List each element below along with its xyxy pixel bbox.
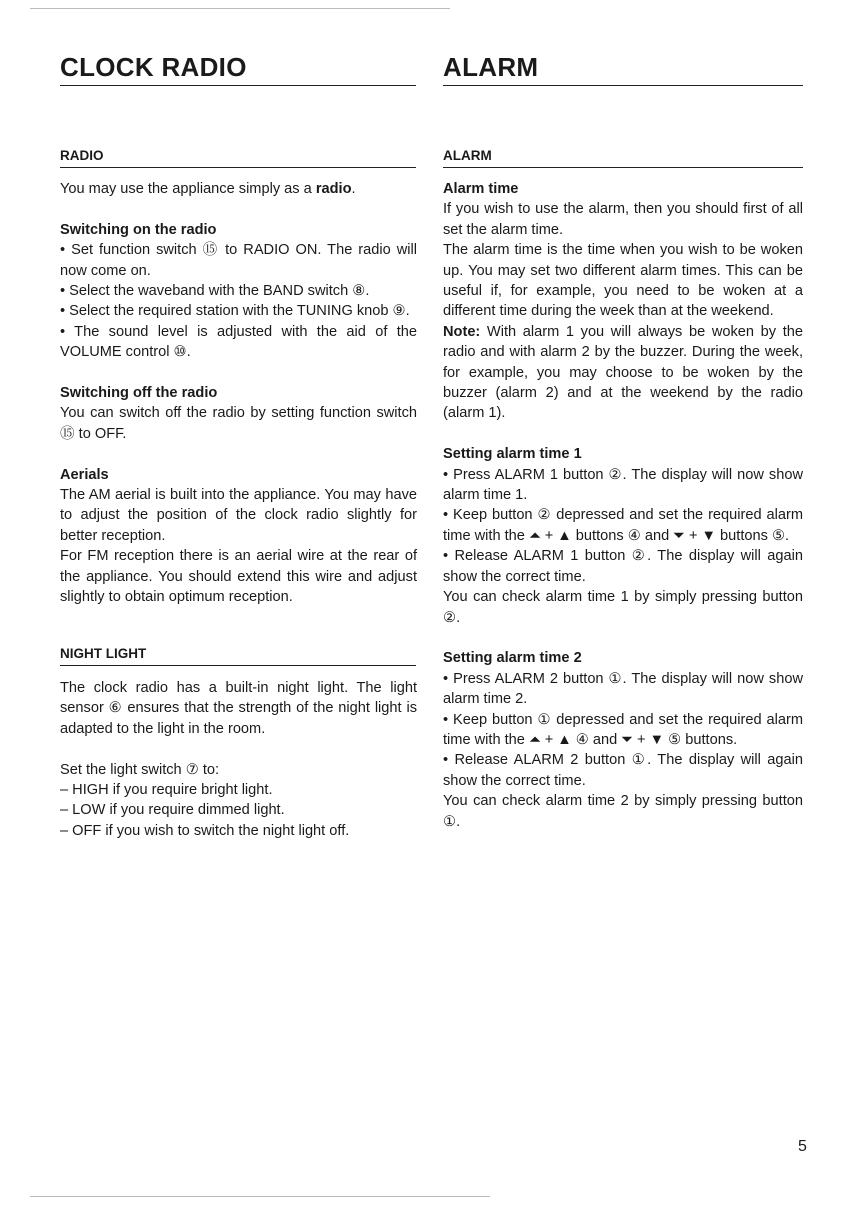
list-item: • Keep button ① depressed and set the required alarm time with the ⏶ + ▲ ④ and ⏷ + ▼ ⑤ buttons.	[443, 711, 803, 748]
alarm-section	[443, 179, 803, 832]
list-item: • Release ALARM 1 button ②. The display will again show the correct time.	[443, 548, 803, 585]
light-switch-text: Set the light switch ⑦ to:	[60, 761, 220, 778]
list-item: You can check alarm time 1 by simply pressing button ②.	[443, 589, 803, 626]
list-item: • Press ALARM 2 button ①. The display will now show alarm time 2.	[443, 670, 803, 708]
alarm-paragraph: The alarm time is the time when you wish to be woken up. You may set two different alarm times. This can be useful if, for example, you need to be woken at a different time during the week than at the weekend.	[443, 242, 803, 320]
list-item: – OFF if you wish to switch the night light off.	[60, 822, 350, 839]
left-page-title: CLOCK RADIO	[60, 52, 416, 86]
radio-section	[60, 179, 417, 607]
radio-heading: RADIO	[60, 148, 416, 168]
list-item: • Select the required station with the TUNING knob ⑨.	[60, 303, 410, 320]
list-item: • The sound level is adjusted with the aid of the VOLUME control ⑩.	[60, 323, 417, 361]
aerials-heading: Aerials	[60, 466, 109, 483]
alarm-time-heading: Alarm time	[443, 181, 519, 197]
night-light-paragraph: The clock radio has a built-in night light. The light sensor ⑥ ensures that the strength of the night light is adapted to the light in the room.	[60, 680, 417, 737]
list-item: • Select the waveband with the BAND switch ⑧.	[60, 283, 370, 300]
alarm-heading: ALARM	[443, 148, 803, 168]
night-light-heading: NIGHT LIGHT	[60, 646, 416, 666]
scan-artifact	[30, 1196, 490, 1197]
aerials-paragraph: The AM aerial is built into the appliance. You may have to adjust the position of the clock radio slightly for better reception.	[60, 487, 417, 544]
list-item: You can check alarm time 2 by simply pressing button ①.	[443, 793, 803, 830]
scan-artifact	[30, 8, 450, 9]
list-item: – LOW if you require dimmed light.	[60, 802, 285, 819]
night-light-section	[60, 678, 417, 841]
list-item: • Release ALARM 2 button ①. The display will again show the correct time.	[443, 752, 803, 789]
note-paragraph: Note: With alarm 1 you will always be woken by the radio and with alarm 2 by the buzzer. During the week, for example, you may choose to be woken by the buzzer (alarm 2) and at the weekend by the radio (alarm 1).	[443, 323, 803, 422]
set-alarm-2-heading: Setting alarm time 2	[443, 650, 582, 667]
list-item: – HIGH if you require bright light.	[60, 782, 273, 799]
switching-off-text: You can switch off the radio by setting function switch ⑮ to OFF.	[60, 405, 417, 442]
list-item: • Set function switch ⑮ to RADIO ON. The radio will now come on.	[60, 242, 417, 279]
page-number: 5	[798, 1138, 807, 1155]
radio-intro: You may use the appliance simply as a radio.	[60, 181, 356, 197]
aerials-paragraph: For FM reception there is an aerial wire at the rear of the appliance. You should extend this wire and adjust slightly to obtain optimum reception.	[60, 548, 417, 606]
list-item: • Keep button ② depressed and set the required alarm time with the ⏶ + ▲ buttons ④ and ⏷ + ▼ buttons ⑤.	[443, 507, 803, 544]
switching-off-heading: Switching off the radio	[60, 385, 218, 402]
switching-on-heading: Switching on the radio	[60, 221, 217, 238]
right-page-title: ALARM	[443, 52, 803, 86]
alarm-paragraph: If you wish to use the alarm, then you should first of all set the alarm time.	[443, 201, 803, 238]
set-alarm-1-heading: Setting alarm time 1	[443, 446, 582, 463]
list-item: • Press ALARM 1 button ②. The display will now show alarm time 1.	[443, 466, 803, 504]
